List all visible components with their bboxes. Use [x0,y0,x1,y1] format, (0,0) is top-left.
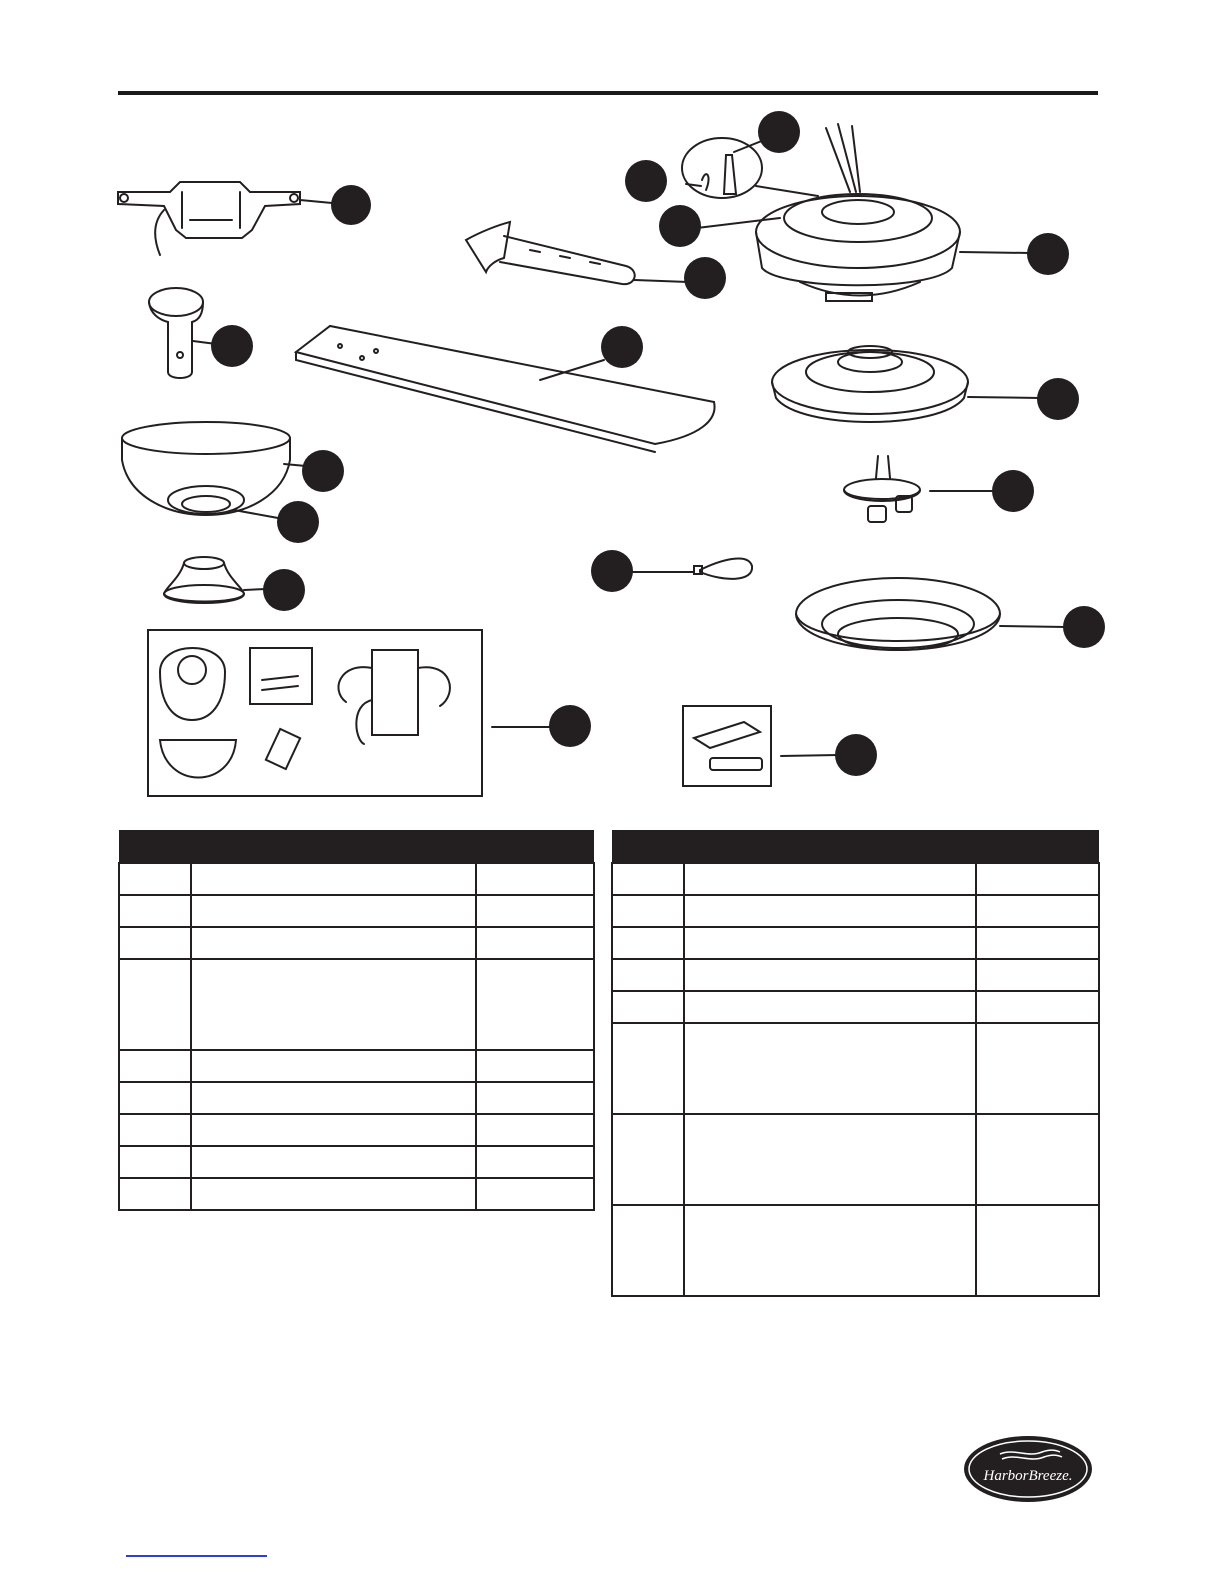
table-row [612,895,1099,927]
footer-link-underline[interactable] [126,1555,267,1557]
table-row [612,1023,1099,1114]
table-row [612,991,1099,1023]
table-header [119,830,594,863]
table-row [119,927,594,959]
glass-shade-icon [796,578,1066,650]
table-row [119,895,594,927]
balancing-kit-icon [683,706,838,786]
table-row [119,1082,594,1114]
fan-blade-icon [296,326,715,452]
bulb-icon [632,558,752,578]
blade-arm-icon [466,222,688,284]
table-row [612,863,1099,895]
table-row [612,1114,1099,1205]
downrod-icon [149,288,216,378]
parts-table-right [611,830,1100,1297]
canopy-icon [122,422,306,518]
light-kit-icon [844,456,995,522]
table-row [119,959,594,1050]
pin-clip-icon [682,138,818,198]
table-header [612,830,1099,863]
parts-table-left [118,830,595,1211]
mounting-bracket-icon [118,182,332,255]
table-row [119,1178,594,1210]
table-row [119,1114,594,1146]
hardware-box-icon [148,630,552,796]
table-row [119,1146,594,1178]
table-row [119,1050,594,1082]
harbor-breeze-logo [962,1434,1094,1504]
motor-icon [697,124,1030,301]
table-row [612,959,1099,991]
svg-text:HarborBreeze.: HarborBreeze. [983,1468,1073,1484]
canopy-cover-icon [164,557,266,603]
table-row [612,927,1099,959]
switch-housing-icon [772,346,1040,422]
table-row [612,1205,1099,1296]
table-row [119,863,594,895]
